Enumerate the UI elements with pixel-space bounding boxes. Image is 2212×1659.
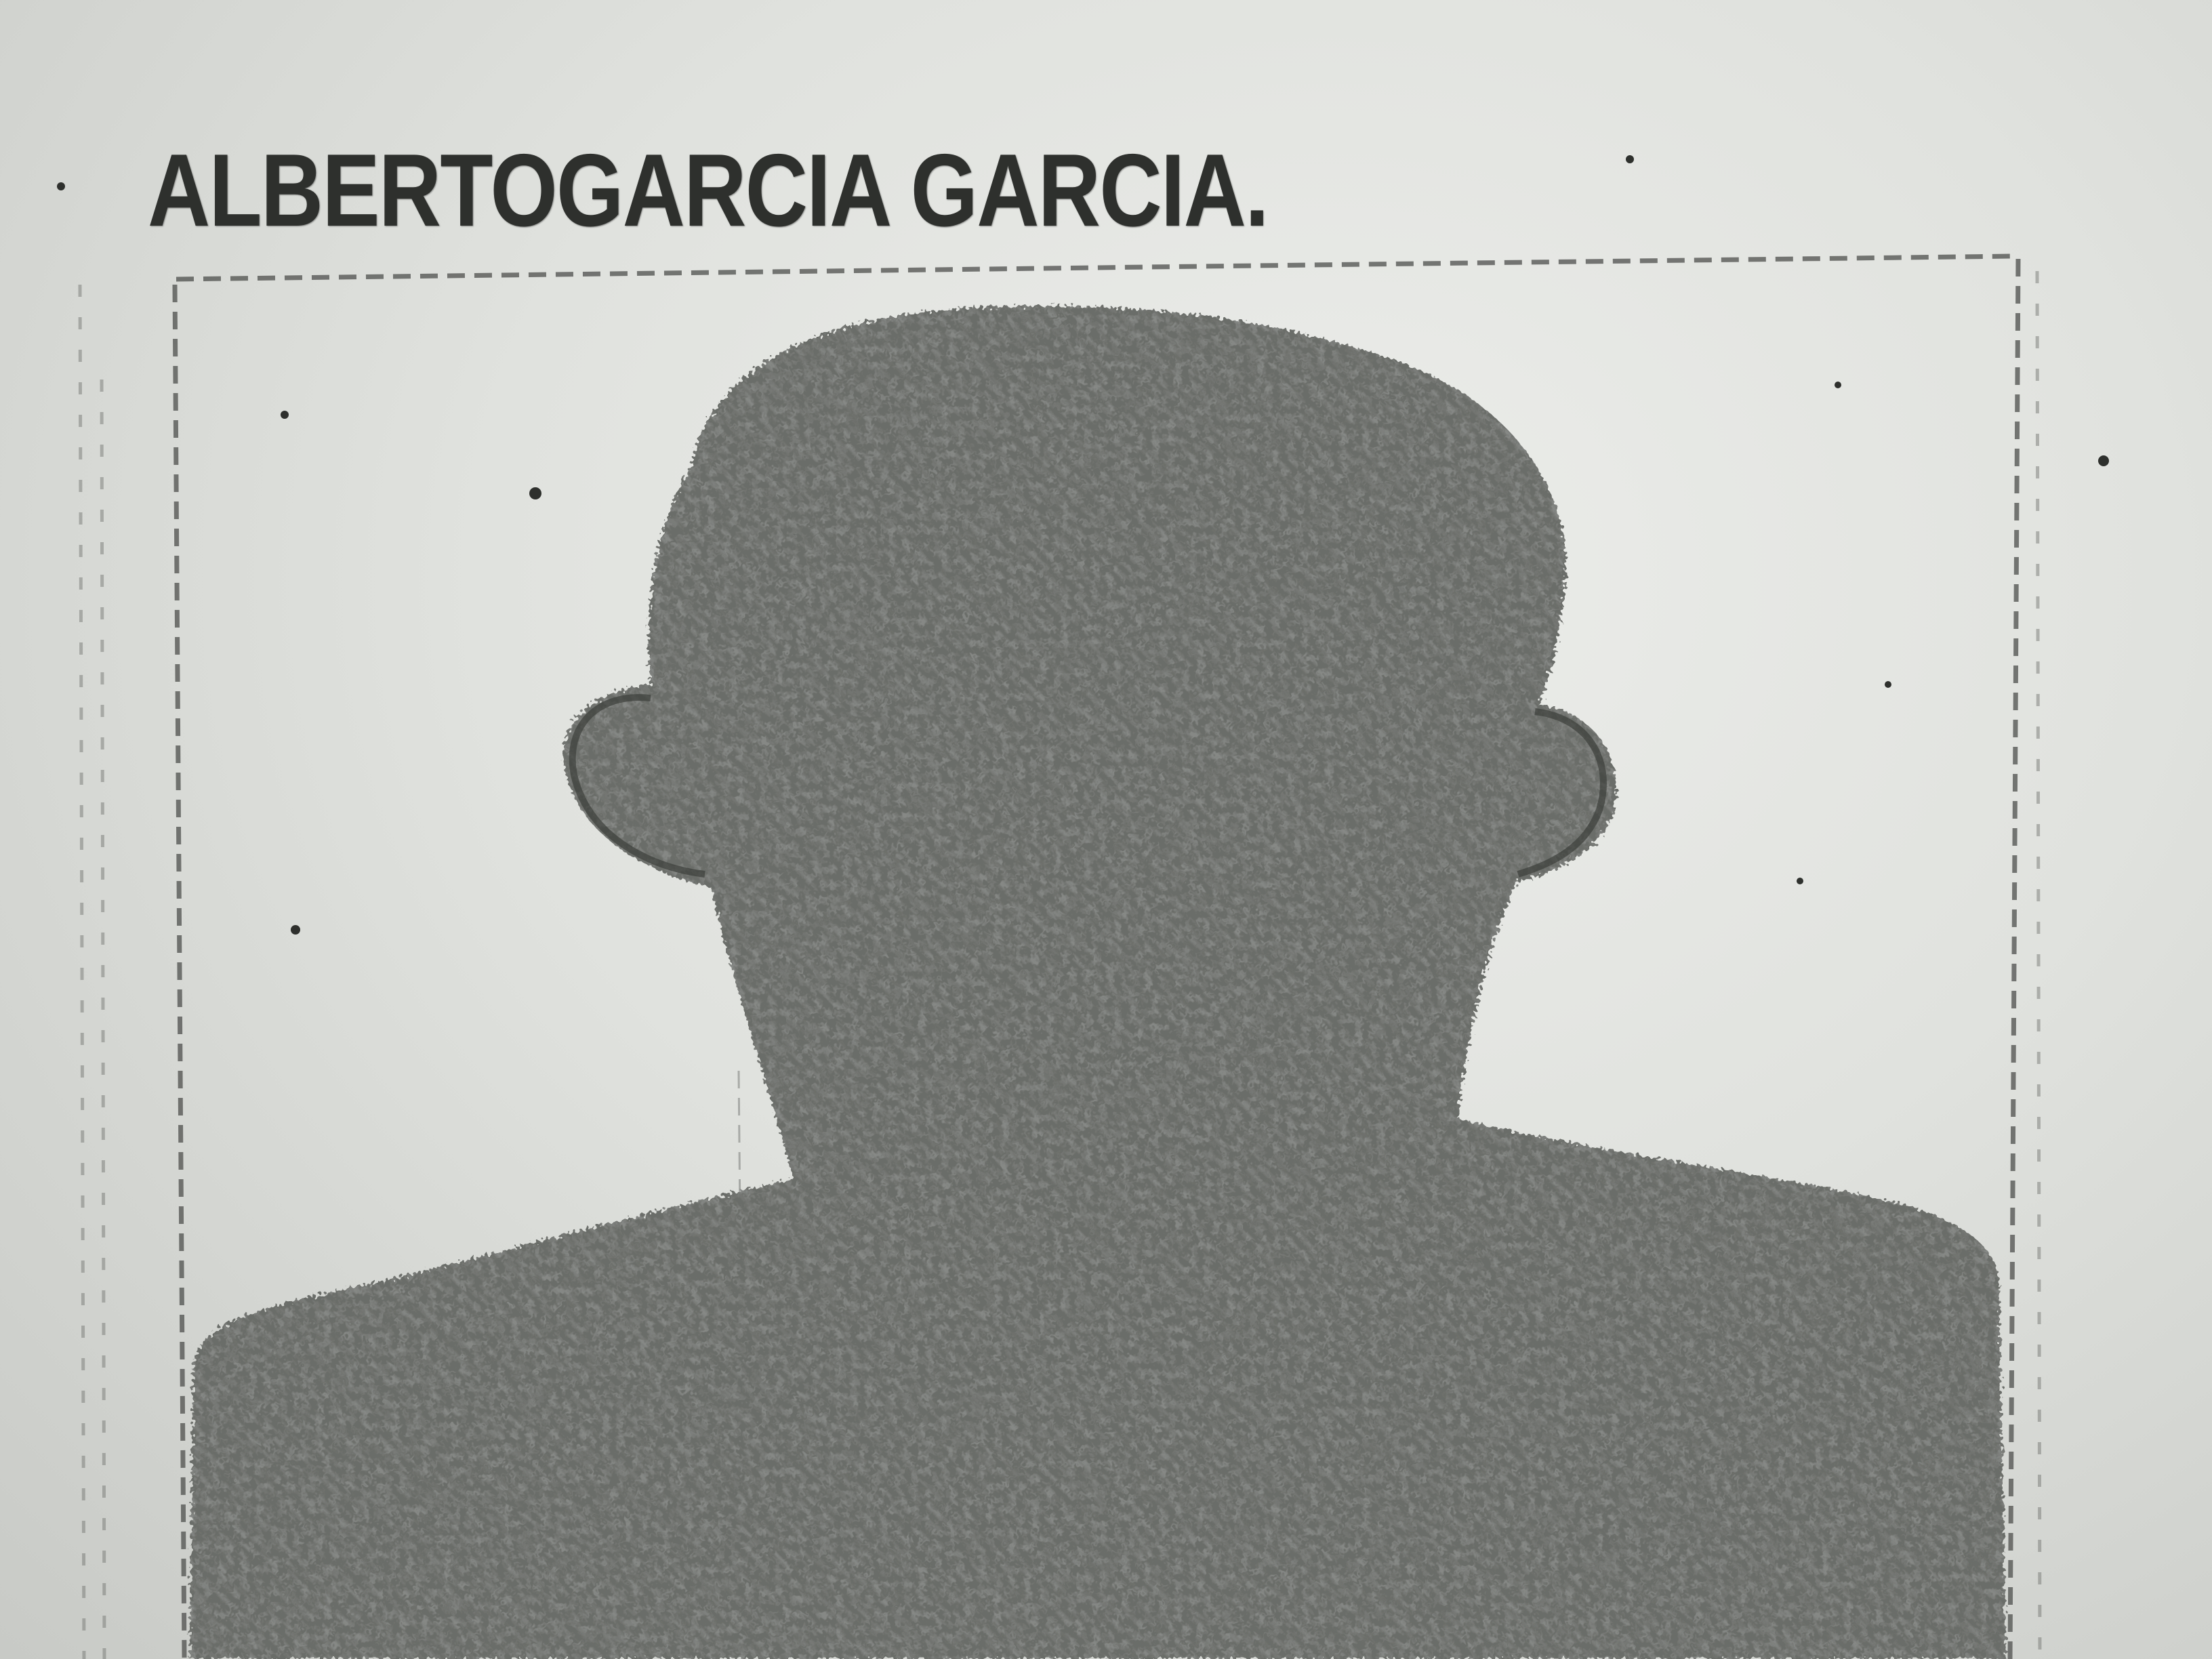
portrait-silhouette [190,306,2006,1659]
person-name-heading: ALBERTOGARCIA GARCIA. [148,133,1268,248]
